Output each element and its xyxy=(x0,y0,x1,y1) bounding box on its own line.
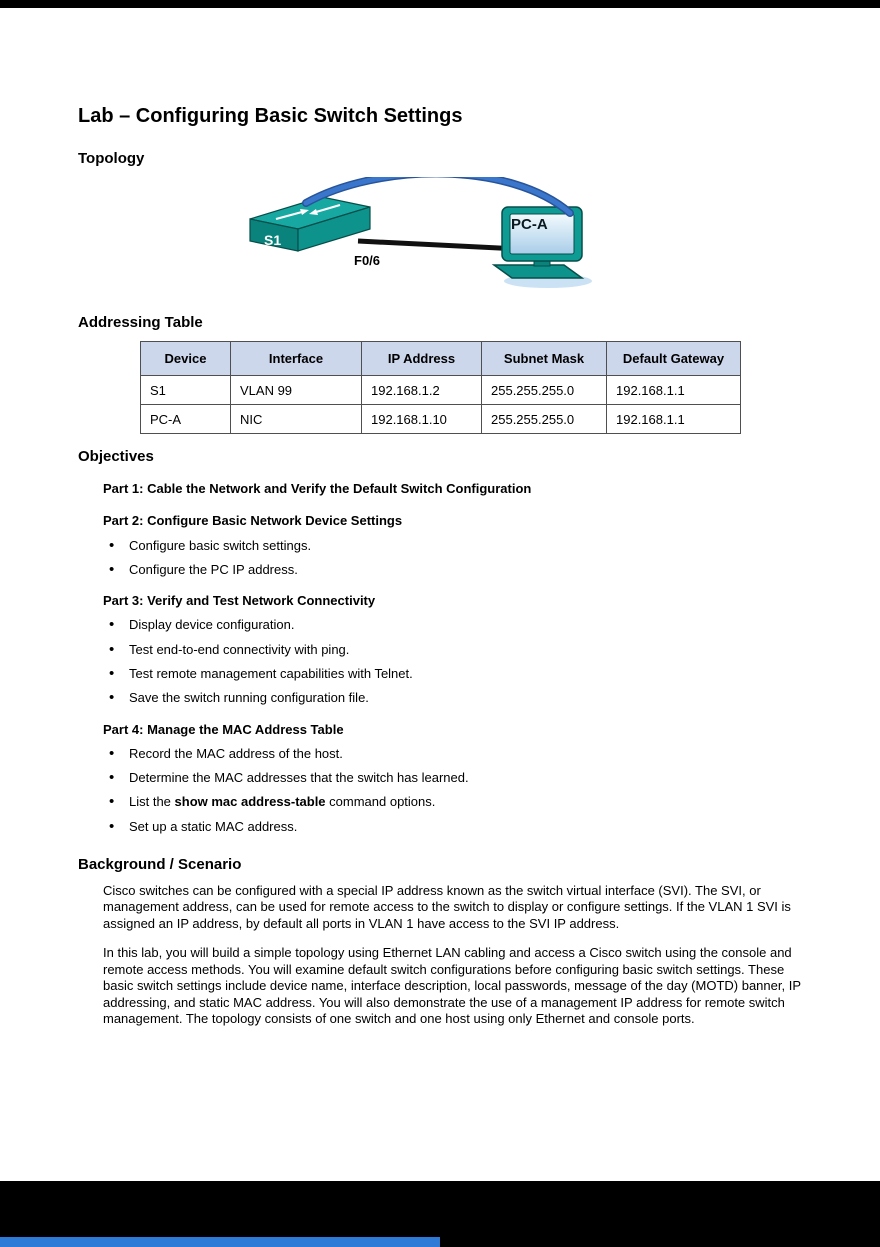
ethernet-cable xyxy=(358,241,518,249)
background-paragraph-2: In this lab, you will build a simple topology using Ethernet LAN cabling and access a Cisco switch using the console and remote access methods. You will examine default switch configurations before configuring basic switch settings. These basic switch settings include device name, interface description, local passwords, message of the day (MOTD) banner, IP addressing, and static MAC address. You will also demonstrate the use of a management IP address for remote switch management. The topology consists of one switch and one host using only Ethernet and console ports. xyxy=(103,945,801,1027)
bullet-item: • Test end-to-end connectivity with ping. xyxy=(107,643,802,657)
bullet-text-bold: show mac address-table xyxy=(174,794,326,810)
table-row xyxy=(141,405,741,434)
column-header-ip-address: IP Address xyxy=(362,342,482,376)
table-cell: 255.255.255.0 xyxy=(482,376,607,405)
footer-accent-bar xyxy=(0,1237,440,1247)
column-header-default-gateway: Default Gateway xyxy=(607,342,741,376)
switch-label: S1 xyxy=(264,232,282,248)
topology-diagram xyxy=(248,177,802,300)
column-header-device: Device xyxy=(141,342,231,376)
pc-label: PC-A xyxy=(511,216,548,233)
table-cell: 255.255.255.0 xyxy=(482,405,607,434)
bullet-item: • Set up a static MAC address. xyxy=(107,820,802,834)
link-label: F0/6 xyxy=(354,253,381,268)
part-3-title: Part 3: Verify and Test Network Connectivity xyxy=(103,593,376,609)
bullet-text-post: command options. xyxy=(325,794,436,810)
bullet-item: • Determine the MAC addresses that the switch has learned. xyxy=(107,771,802,785)
bullet-item: • Configure basic switch settings. xyxy=(107,539,802,553)
column-header-subnet-mask: Subnet Mask xyxy=(482,342,607,376)
topology-svg xyxy=(248,177,668,295)
part-4-bullets xyxy=(107,747,802,834)
part-2-title: Part 2: Configure Basic Network Device Settings xyxy=(103,513,403,529)
table-cell: NIC xyxy=(231,405,362,434)
part-1-title: Part 1: Cable the Network and Verify the Default Switch Configuration xyxy=(103,481,532,496)
addressing-table xyxy=(140,341,741,434)
addressing-table-heading: Addressing Table xyxy=(78,314,203,331)
bullet-item xyxy=(107,795,802,809)
table-cell: S1 xyxy=(141,376,231,405)
table-header-row xyxy=(141,342,741,376)
topology-heading: Topology xyxy=(78,150,145,167)
document-content xyxy=(78,104,802,1041)
background-heading: Background / Scenario xyxy=(78,855,242,873)
bullet-item: • Display device configuration. xyxy=(107,618,802,632)
table-cell: 192.168.1.1 xyxy=(607,376,741,405)
top-edge-bar xyxy=(0,0,880,8)
table-cell: 192.168.1.1 xyxy=(607,405,741,434)
table-cell: 192.168.1.10 xyxy=(362,405,482,434)
table-row xyxy=(141,376,741,405)
part-4-title: Part 4: Manage the MAC Address Table xyxy=(103,721,344,737)
pc-keyboard xyxy=(494,265,582,278)
bullet-item: • Configure the PC IP address. xyxy=(107,563,802,577)
page-title: Lab – Configuring Basic Switch Settings xyxy=(78,105,463,127)
bullet-item: • Test remote management capabilities with Telnet. xyxy=(107,667,802,681)
objectives-heading: Objectives xyxy=(78,448,154,465)
bullet-item: • Record the MAC address of the host. xyxy=(107,747,802,761)
table-cell: VLAN 99 xyxy=(231,376,362,405)
bullet-item: • Save the switch running configuration file. xyxy=(107,691,802,705)
bullet-text-pre: List the xyxy=(129,794,175,810)
table-cell: 192.168.1.2 xyxy=(362,376,482,405)
table-cell: PC-A xyxy=(141,405,231,434)
background-paragraph-1: Cisco switches can be configured with a special IP address known as the switch virtual interface (SVI). The SVI, or management address, can be used for remote access to the switch to display or configure settings. If the VLAN 1 SVI is assigned an IP address, by default all ports in VLAN 1 have access to the SVI IP address. xyxy=(103,882,791,931)
part-2-bullets xyxy=(107,539,802,578)
part-3-bullets xyxy=(107,618,802,705)
column-header-interface: Interface xyxy=(231,342,362,376)
